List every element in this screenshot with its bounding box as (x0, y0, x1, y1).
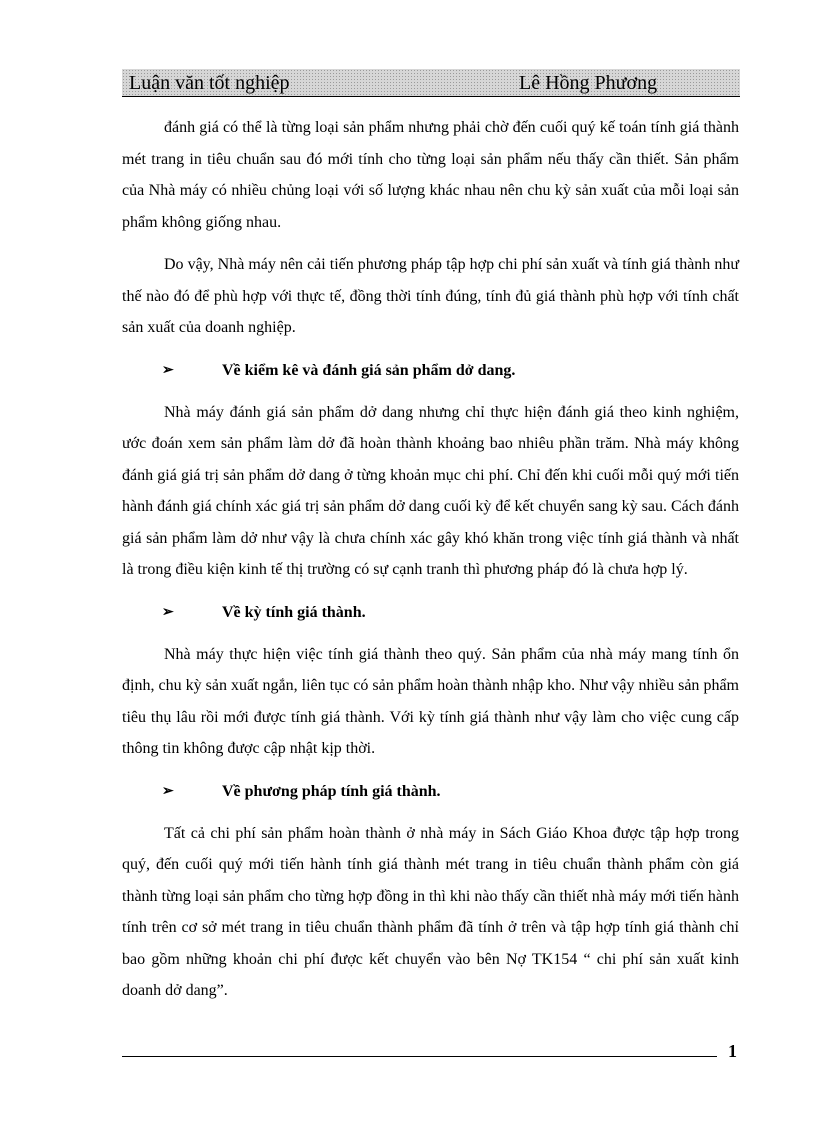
section-heading-inventory (122, 355, 739, 386)
section-heading-text: Về kiểm kê và đánh giá sản phẩm dở dang. (222, 361, 516, 379)
paragraph-5: Tất cả chi phí sản phẩm hoàn thành ở nhà máy in Sách Giáo Khoa được tập hợp trong quý, đến cuối quý mới tiến hành tính giá thành mét trang in tiêu chuẩn thành phẩm còn giá thành từng loại sản phẩm cho từng hợp đồng in thì khi nào thấy cần thiết nhà máy mới tiến hành tính trên cơ sở mét trang in tiêu chuẩn thành phẩm đã tính ở trên và tập hợp tính giá thành chỉ bao gồm những khoản chi phí được kết chuyển vào bên Nợ TK154 “ chi phí sản xuất kinh doanh dở dang”. (122, 824, 739, 999)
section-heading-costing-method (122, 776, 739, 807)
section-heading-costing-period (122, 597, 739, 628)
paragraph-4: Nhà máy thực hiện việc tính giá thành theo quý. Sản phẩm của nhà máy mang tính ổn định, chu kỳ sản xuất ngắn, liên tục có sản phẩm hoàn thành nhập kho. Như vậy nhiều sản phẩm tiêu thụ lâu rồi mới được tính giá thành. Với kỳ tính giá thành như vậy làm cho việc cung cấp thông tin không được cập nhật kịp thời. (122, 645, 739, 757)
section-heading-text: Về kỳ tính giá thành. (222, 603, 366, 621)
page-number: 1 (728, 1041, 737, 1061)
arrow-bullet-icon: ➢ (162, 604, 174, 620)
paragraph-1: đánh giá có thể là từng loại sản phẩm nhưng phải chờ đến cuối quý kế toán tính giá thành mét trang in tiêu chuẩn sau đó mới tính cho từng loại sản phẩm nếu thấy cần thiết. Sản phẩm của Nhà máy có nhiều chủng loại với số lượng khác nhau nên chu kỳ sản xuất của mỗi loại sản phẩm không giống nhau. (122, 119, 739, 231)
paragraph-2: Do vậy, Nhà máy nên cải tiến phương pháp tập hợp chi phí sản xuất và tính giá thành như thế nào đó để phù hợp với thực tế, đồng thời tính đúng, tính đủ giá thành phù hợp với tính chất sản xuất của doanh nghiệp. (122, 256, 739, 336)
footer-divider (122, 1056, 717, 1057)
section-heading-text: Về phương pháp tính giá thành. (222, 782, 441, 800)
paragraph-3: Nhà máy đánh giá sản phẩm dở dang nhưng chỉ thực hiện đánh giá theo kinh nghiệm, ước đoán xem sản phẩm làm dở đã hoàn thành khoảng bao nhiêu phần trăm. Nhà máy không đánh giá giá trị sản phẩm dở dang ở từng khoản mục chi phí. Chỉ đến khi cuối mỗi quý mới tiến hành đánh giá chính xác giá trị sản phẩm dở dang cuối kỳ để kết chuyển sang kỳ sau. Cách đánh giá sản phẩm làm dở như vậy là chưa chính xác gây khó khăn trong việc tính giá thành và nhất là trong điều kiện kinh tế thị trường có sự cạnh tranh thì phương pháp đó là chưa hợp lý. (122, 403, 739, 578)
page-header (122, 69, 740, 97)
page-body (122, 112, 739, 1018)
arrow-bullet-icon: ➢ (162, 783, 174, 799)
header-title: Luận văn tốt nghiệp (129, 72, 290, 94)
arrow-bullet-icon: ➢ (162, 362, 174, 378)
header-author: Lê Hồng Phương (519, 72, 658, 94)
